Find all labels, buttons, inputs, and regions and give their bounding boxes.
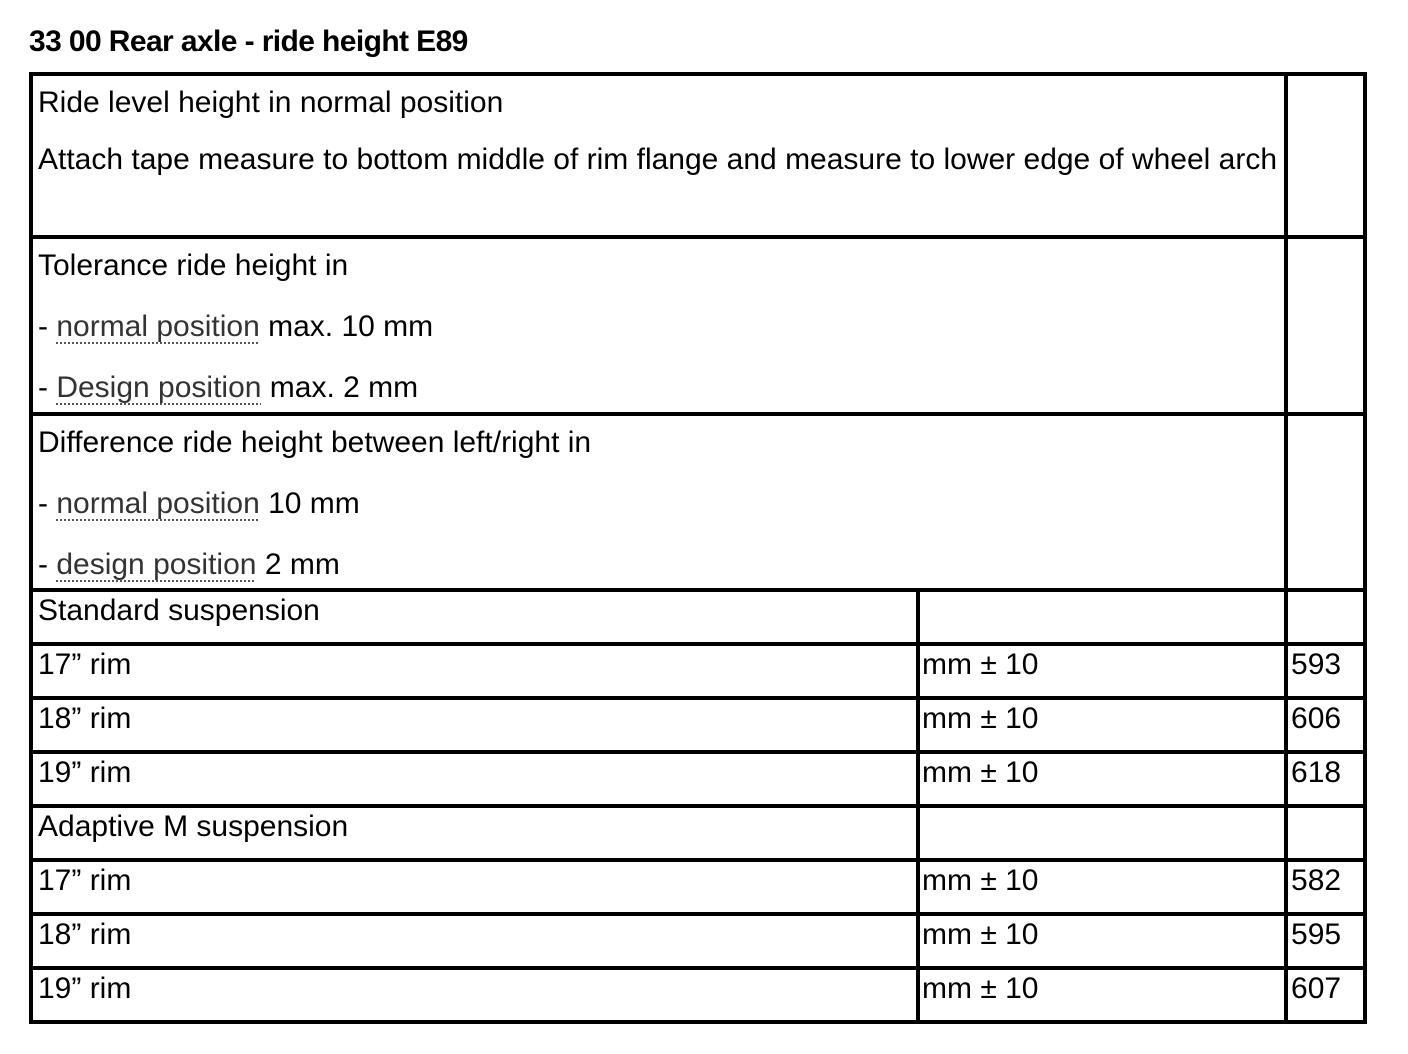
difference-row bbox=[31, 414, 1365, 590]
tolerance-cell bbox=[31, 237, 1286, 414]
rim-size-cell: 17” rim bbox=[31, 860, 918, 914]
list-dash: - bbox=[38, 310, 57, 343]
ride-height-value: 582 bbox=[1286, 860, 1365, 914]
tolerance-row bbox=[31, 237, 1365, 414]
adaptive-m-suspension-heading: Adaptive M suspension bbox=[31, 806, 918, 860]
difference-normal-value: 10 mm bbox=[259, 487, 360, 520]
rim-size-cell: 17” rim bbox=[31, 644, 918, 698]
list-dash: - bbox=[38, 487, 57, 520]
table-row bbox=[31, 860, 1365, 914]
tolerance-item-design bbox=[38, 369, 1284, 407]
difference-value-cell bbox=[1286, 414, 1365, 590]
ride-height-value: 618 bbox=[1286, 752, 1365, 806]
difference-item-design bbox=[38, 546, 1284, 584]
standard-suspension-heading: Standard suspension bbox=[31, 590, 918, 644]
ride-height-table bbox=[29, 72, 1367, 1024]
difference-item-normal bbox=[38, 485, 1284, 523]
ride-height-value: 607 bbox=[1286, 968, 1365, 1022]
section-header-row bbox=[31, 590, 1365, 644]
list-dash: - bbox=[38, 548, 57, 581]
rim-size-cell: 18” rim bbox=[31, 914, 918, 968]
unit-cell: mm ± 10 bbox=[918, 860, 1286, 914]
table-row bbox=[31, 914, 1365, 968]
difference-cell bbox=[31, 414, 1286, 590]
normal-position-link[interactable]: normal position bbox=[56, 310, 260, 343]
table-row bbox=[31, 644, 1365, 698]
empty-cell bbox=[918, 590, 1286, 644]
table-row bbox=[31, 752, 1365, 806]
unit-cell: mm ± 10 bbox=[918, 698, 1286, 752]
unit-cell: mm ± 10 bbox=[918, 914, 1286, 968]
unit-cell: mm ± 10 bbox=[918, 968, 1286, 1022]
design-position-link[interactable]: Design position bbox=[56, 371, 262, 404]
tolerance-value-cell bbox=[1286, 237, 1365, 414]
ride-height-value: 606 bbox=[1286, 698, 1365, 752]
list-dash: - bbox=[38, 371, 57, 404]
rim-size-cell: 19” rim bbox=[31, 752, 918, 806]
tolerance-design-value: max. 2 mm bbox=[261, 371, 419, 404]
section-header-row bbox=[31, 806, 1365, 860]
tolerance-item-normal bbox=[38, 308, 1284, 346]
unit-cell: mm ± 10 bbox=[918, 644, 1286, 698]
rim-size-cell: 19” rim bbox=[31, 968, 918, 1022]
empty-cell bbox=[1286, 806, 1365, 860]
page-title: 33 00 Rear axle - ride height E89 bbox=[29, 25, 468, 58]
difference-design-value: 2 mm bbox=[256, 548, 340, 581]
ride-level-instruction: Attach tape measure to bottom middle of rim flange and measure to lower edge of wheel arch bbox=[38, 143, 1278, 176]
ride-height-value: 593 bbox=[1286, 644, 1365, 698]
ride-height-value: 595 bbox=[1286, 914, 1365, 968]
empty-cell bbox=[1286, 590, 1365, 644]
rim-size-cell: 18” rim bbox=[31, 698, 918, 752]
tolerance-normal-value: max. 10 mm bbox=[259, 310, 434, 343]
table-row bbox=[31, 698, 1365, 752]
ride-level-row bbox=[31, 74, 1365, 237]
design-position-link[interactable]: design position bbox=[56, 548, 257, 581]
empty-cell bbox=[918, 806, 1286, 860]
ride-level-cell bbox=[31, 74, 1286, 237]
tolerance-heading: Tolerance ride height in bbox=[38, 249, 349, 282]
unit-cell: mm ± 10 bbox=[918, 752, 1286, 806]
ride-level-value-cell bbox=[1286, 74, 1365, 237]
difference-heading: Difference ride height between left/right in bbox=[38, 426, 592, 459]
table-row bbox=[31, 968, 1365, 1022]
ride-level-heading: Ride level height in normal position bbox=[38, 86, 504, 119]
normal-position-link[interactable]: normal position bbox=[56, 487, 260, 520]
